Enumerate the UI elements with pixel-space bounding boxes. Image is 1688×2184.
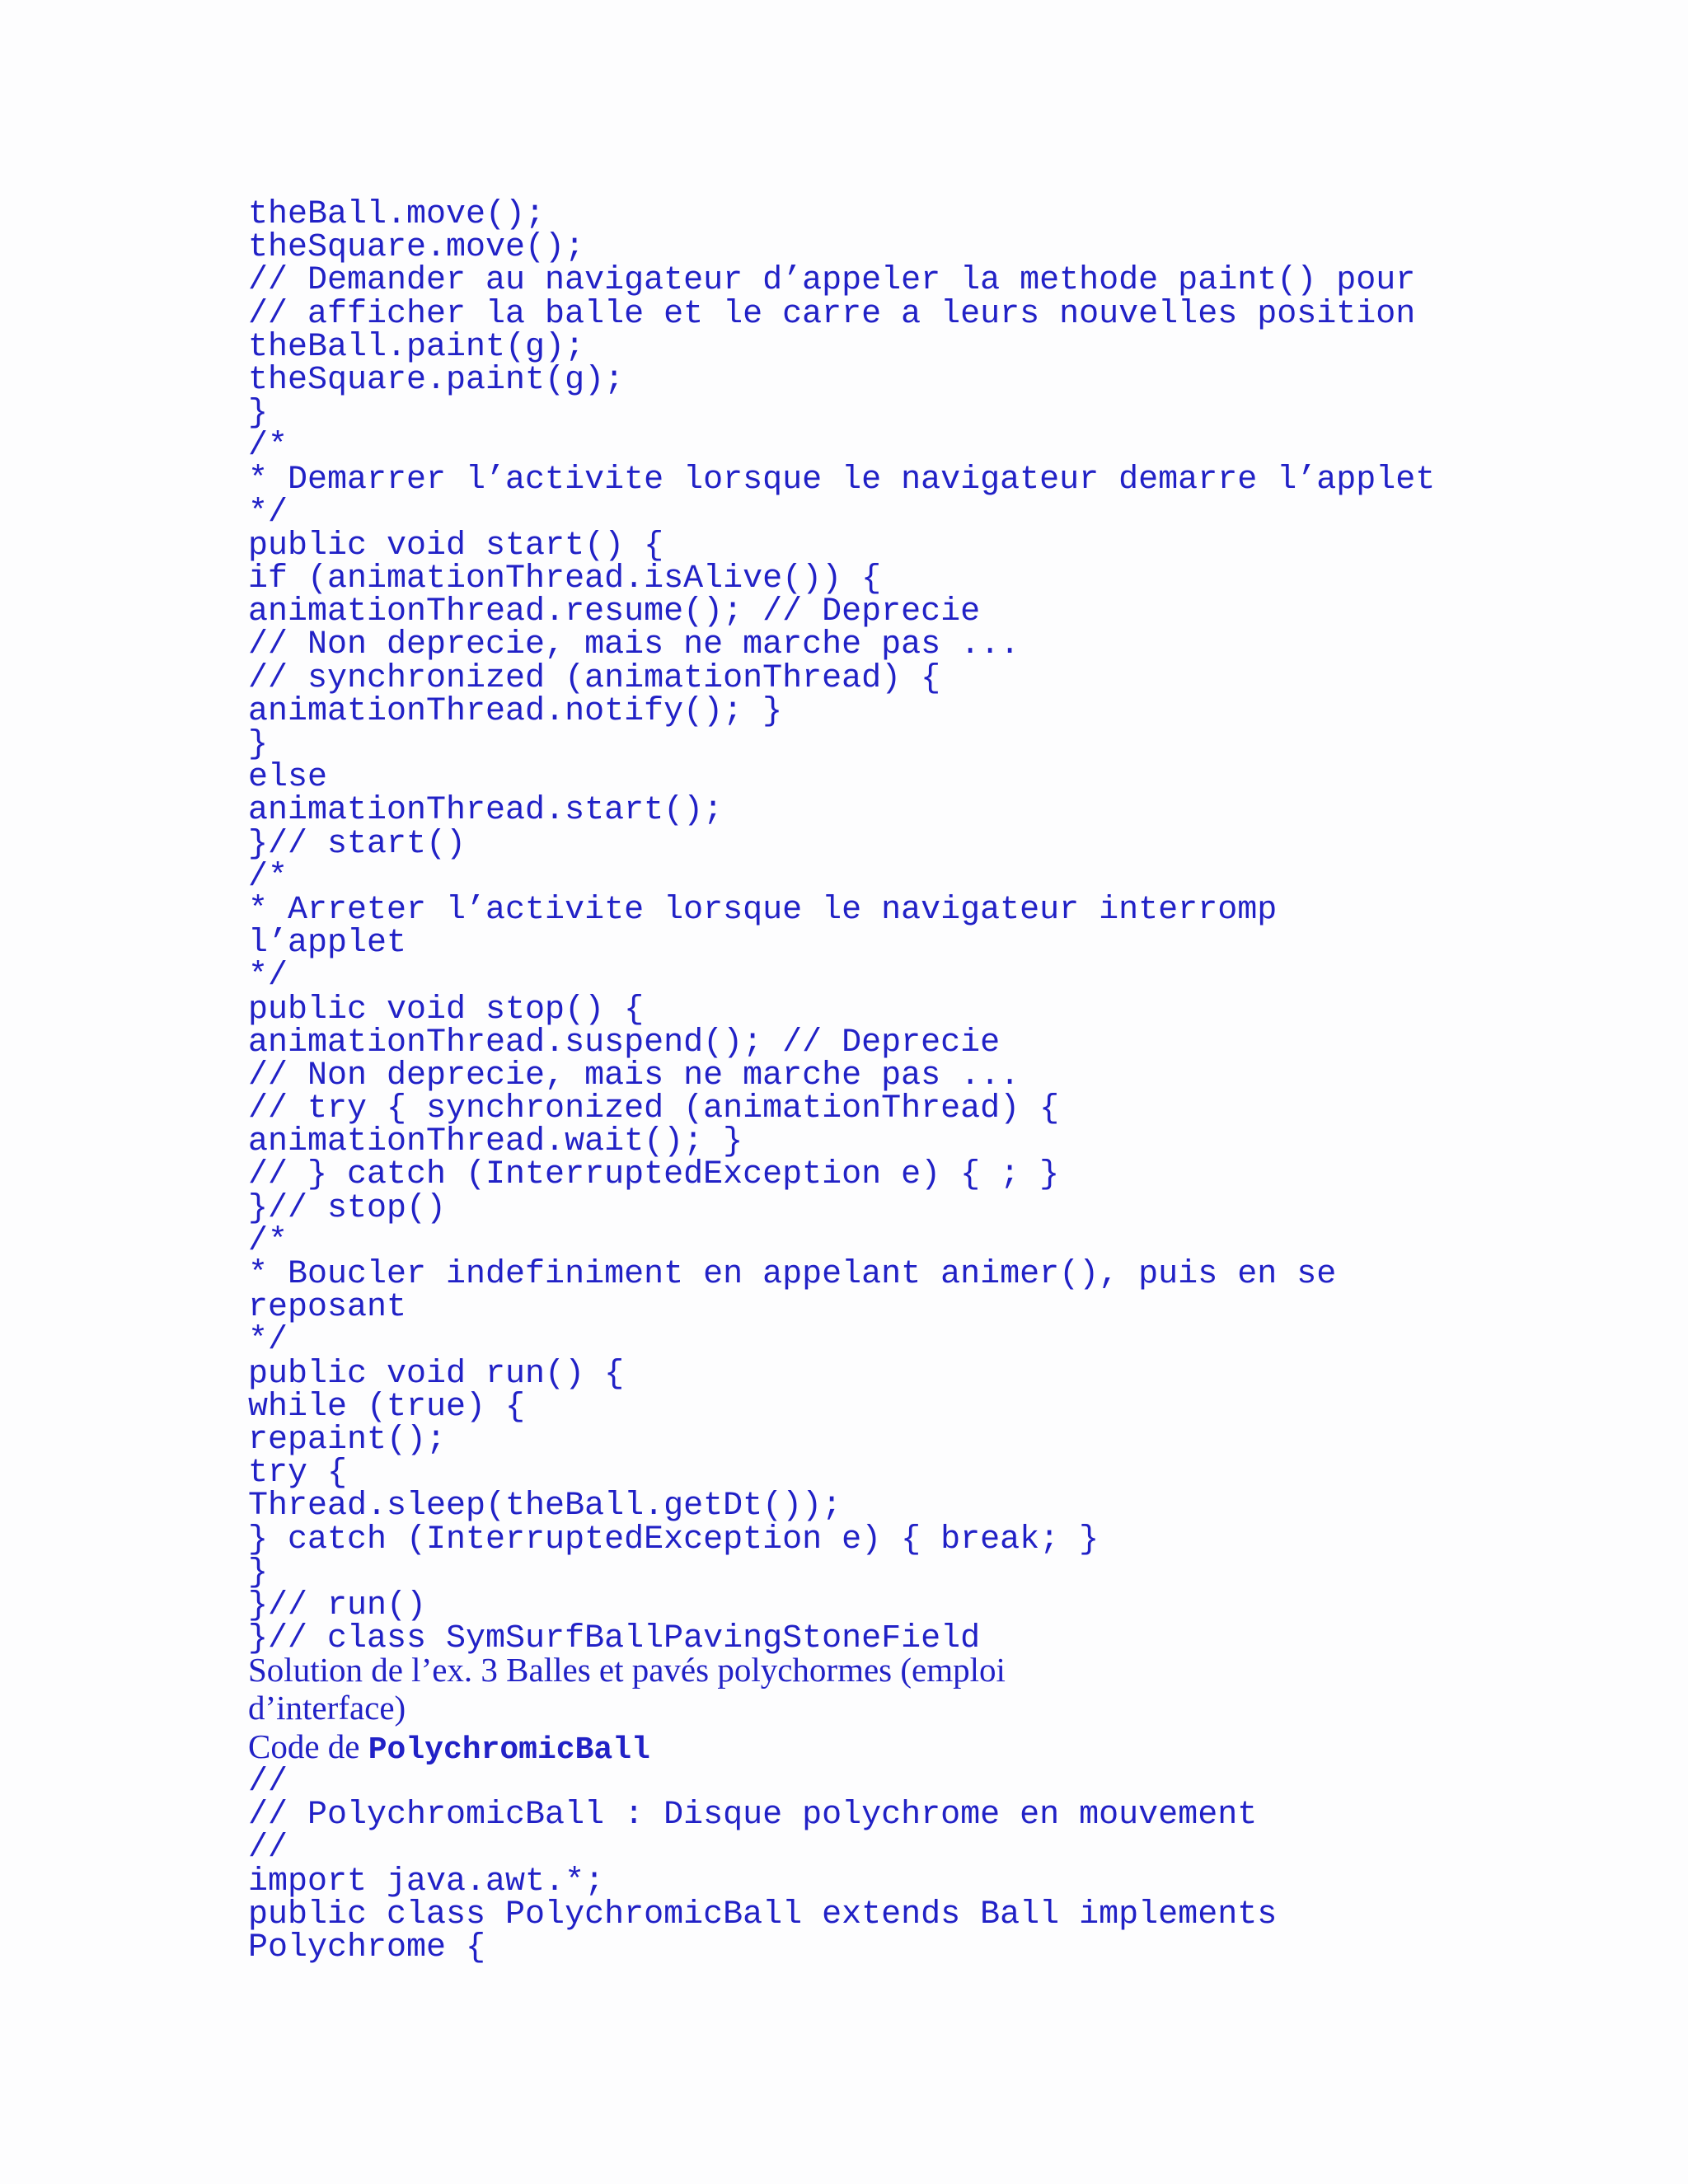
code-heading-class-name: PolychromicBall bbox=[368, 1732, 650, 1768]
solution-heading-line-2: d’interface) bbox=[248, 1689, 406, 1727]
code-line: /* bbox=[248, 1222, 288, 1260]
code-line: else bbox=[248, 759, 328, 797]
code-line: // PolychromicBall : Disque polychrome en mouvement bbox=[248, 1797, 1258, 1835]
code-line: }// start() bbox=[248, 825, 467, 863]
code-line: animationThread.notify(); } bbox=[248, 692, 783, 730]
code-line: } bbox=[248, 726, 269, 763]
code-line: } bbox=[248, 1554, 269, 1591]
code-line: }// class SymSurfBallPavingStoneField bbox=[248, 1620, 981, 1658]
code-line: }// run() bbox=[248, 1586, 427, 1624]
code-line: animationThread.resume(); // Deprecie bbox=[248, 593, 981, 631]
solution-heading-line-1: Solution de l’ex. 3 Balles et pavés polychormes (emploi bbox=[248, 1651, 1006, 1689]
code-heading-prefix: Code de bbox=[248, 1727, 368, 1765]
code-line: // bbox=[248, 1764, 288, 1801]
code-line: Polychrome { bbox=[248, 1929, 486, 1966]
code-line: reposant bbox=[248, 1289, 407, 1327]
code-line: theBall.paint(g); bbox=[248, 328, 585, 366]
code-heading bbox=[248, 1727, 1402, 1770]
code-line: * Demarrer l’activite lorsque le navigateur demarre l’applet bbox=[248, 461, 1436, 499]
code-line: /* bbox=[248, 428, 288, 466]
code-line: public void start() { bbox=[248, 527, 664, 565]
code-line: */ bbox=[248, 1322, 288, 1360]
code-line: theSquare.move(); bbox=[248, 229, 585, 267]
code-line: */ bbox=[248, 958, 288, 996]
code-line: // Non deprecie, mais ne marche pas ... bbox=[248, 626, 1020, 664]
solution-section bbox=[248, 1651, 1402, 1770]
code-line: animationThread.suspend(); // Deprecie bbox=[248, 1024, 1001, 1062]
code-line: theBall.move(); bbox=[248, 196, 546, 233]
code-line: animationThread.wait(); } bbox=[248, 1123, 743, 1161]
code-line: /* bbox=[248, 858, 288, 896]
code-line: } bbox=[248, 395, 269, 433]
code-line: }// stop() bbox=[248, 1189, 447, 1227]
code-line: public void stop() { bbox=[248, 991, 645, 1029]
code-line: // Non deprecie, mais ne marche pas ... bbox=[248, 1057, 1020, 1094]
code-line: repaint(); bbox=[248, 1421, 447, 1459]
code-line: } catch (InterruptedException e) { break; } bbox=[248, 1521, 1100, 1558]
code-line: public void run() { bbox=[248, 1355, 625, 1393]
code-line: Thread.sleep(theBall.getDt()); bbox=[248, 1488, 842, 1526]
code-line: public class PolychromicBall extends Ball implements bbox=[248, 1896, 1278, 1933]
code-listing-bottom bbox=[248, 1766, 1277, 1965]
code-line: * Arreter l’activite lorsque le navigateur interromp bbox=[248, 891, 1278, 929]
code-line: animationThread.start(); bbox=[248, 792, 724, 830]
code-line: l’applet bbox=[248, 925, 407, 963]
code-line: try { bbox=[248, 1455, 348, 1493]
code-line: // Demander au navigateur d’appeler la methode paint() pour bbox=[248, 262, 1416, 300]
code-listing-top bbox=[248, 196, 1436, 1658]
code-line: while (true) { bbox=[248, 1388, 526, 1426]
code-line: // } catch (InterruptedException e) { ; } bbox=[248, 1156, 1060, 1194]
code-line: */ bbox=[248, 494, 288, 532]
code-line: // afficher la balle et le carre a leurs nouvelles position bbox=[248, 295, 1416, 333]
code-line: import java.awt.*; bbox=[248, 1863, 605, 1900]
code-line: // bbox=[248, 1830, 288, 1868]
code-line: theSquare.paint(g); bbox=[248, 361, 625, 399]
code-line: if (animationThread.isAlive()) { bbox=[248, 560, 882, 598]
code-line: * Boucler indefiniment en appelant animer(), puis en se bbox=[248, 1256, 1337, 1293]
code-line: // try { synchronized (animationThread) { bbox=[248, 1090, 1060, 1128]
code-line: // synchronized (animationThread) { bbox=[248, 659, 941, 697]
